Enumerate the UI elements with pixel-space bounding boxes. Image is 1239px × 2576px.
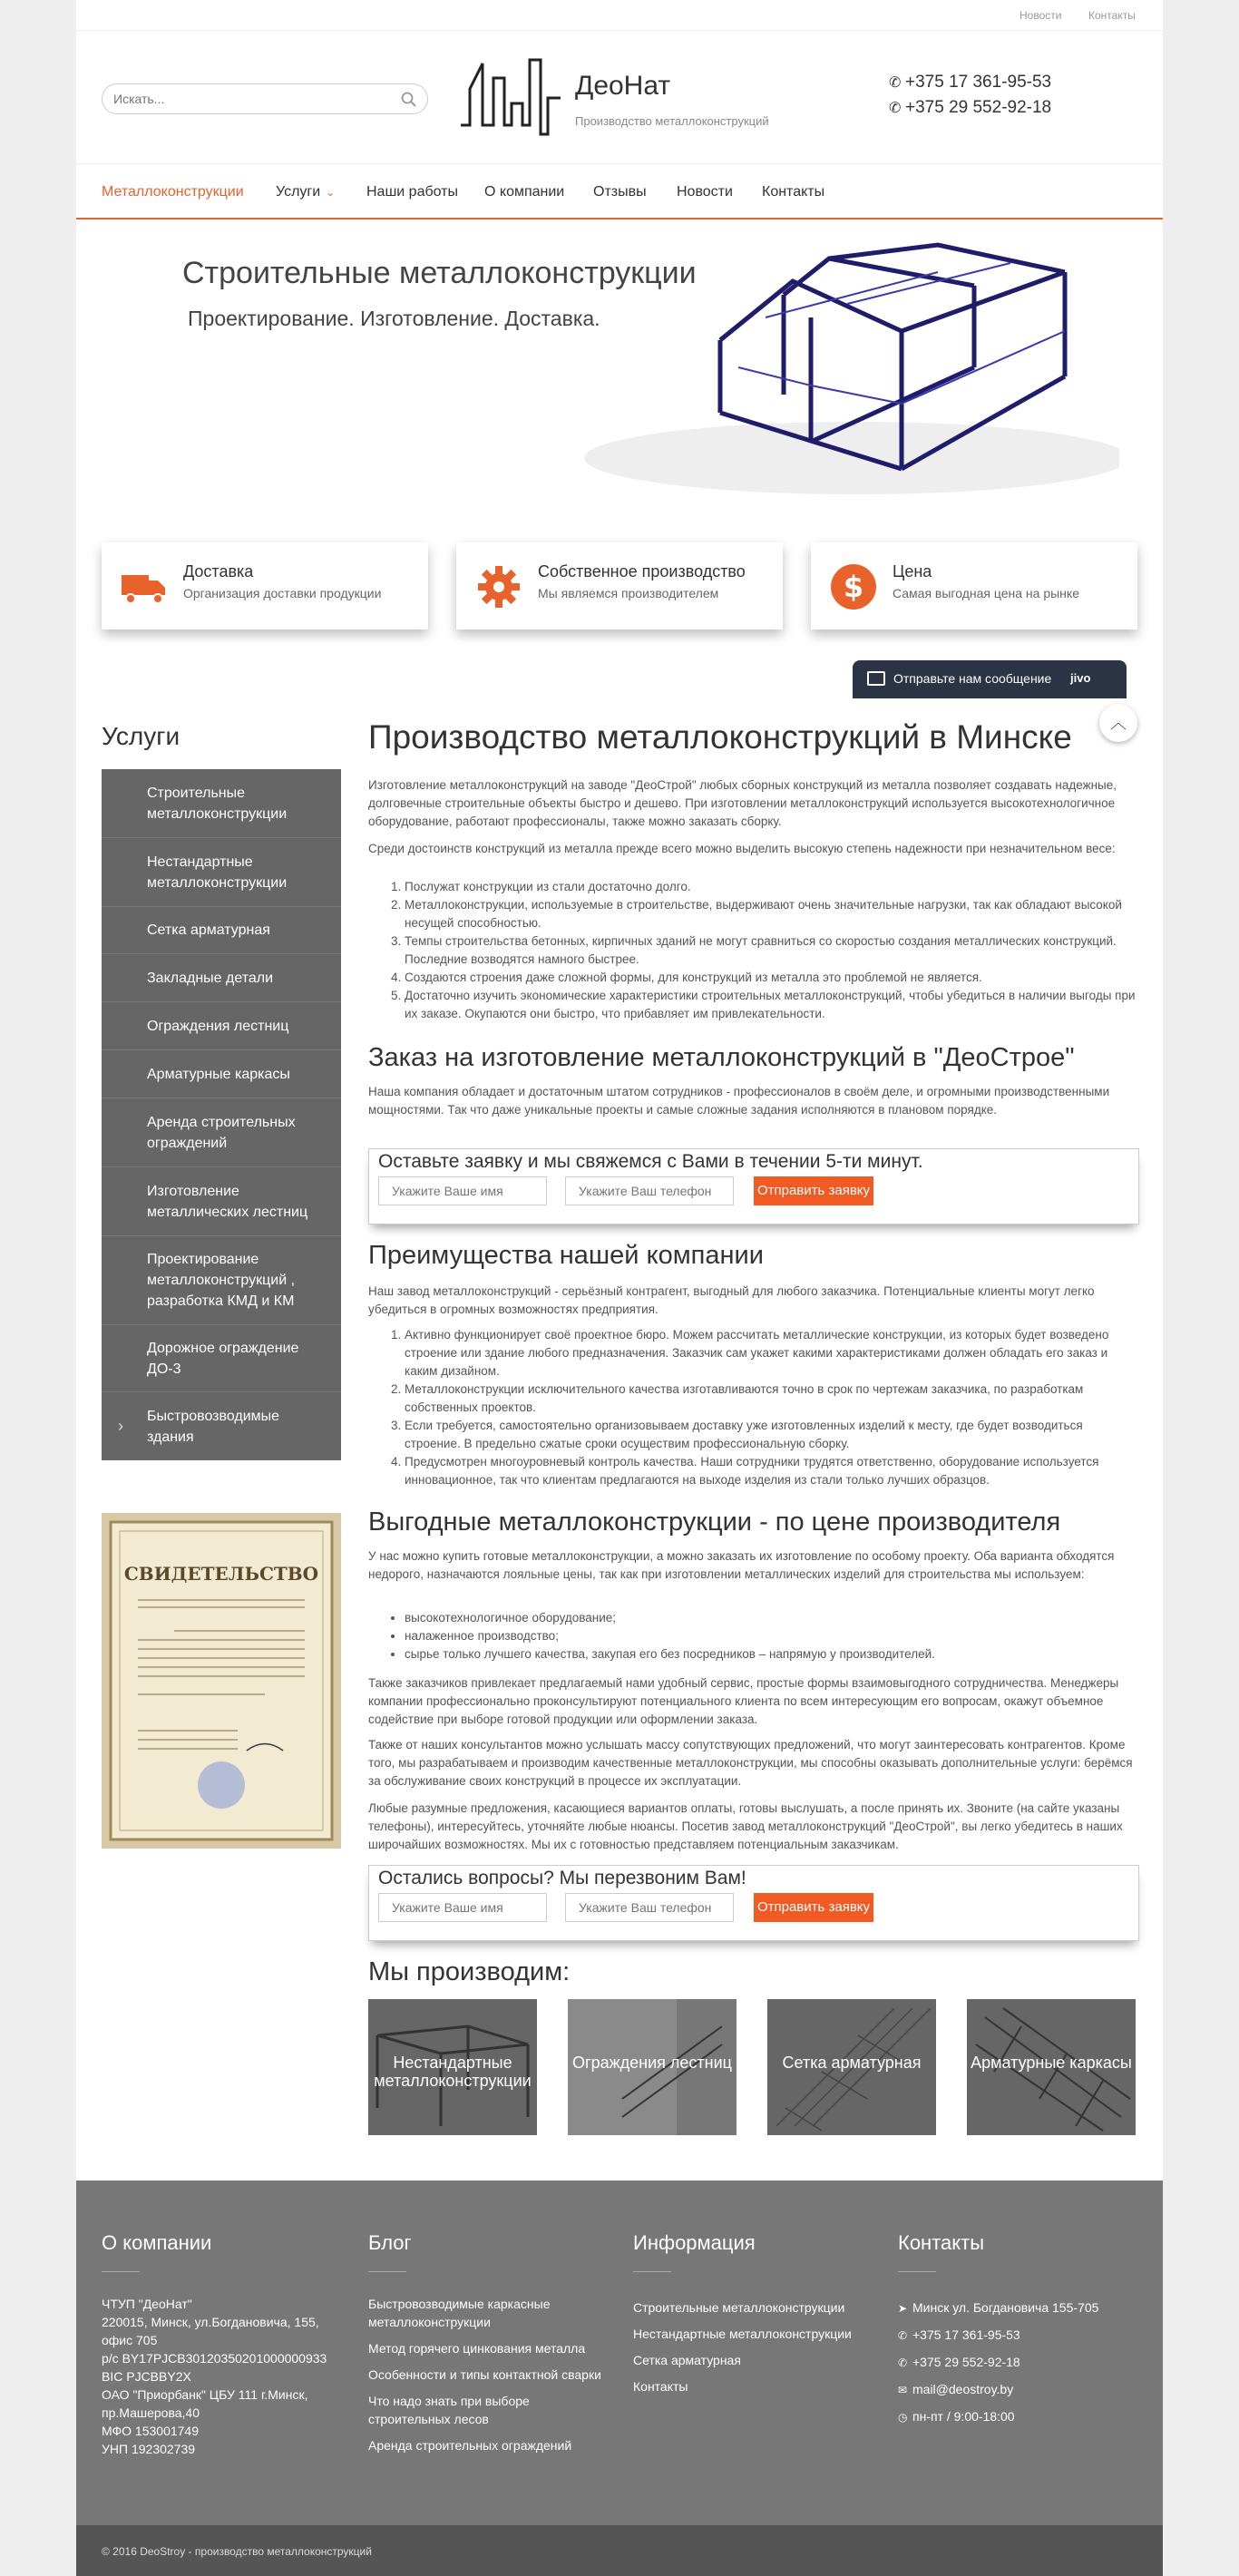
phone-1[interactable]: ✆ +375 17 361-95-53 (889, 73, 1052, 92)
sidebar-item-prefab[interactable] (102, 1392, 341, 1460)
feature-desc: Мы являемся производителем (538, 586, 719, 600)
section-title-order: Заказ на изготовление металлоконструкций в "ДеоСтрое" (368, 1043, 1075, 1072)
page (76, 0, 1163, 2576)
copyright-text: © 2016 DeoStroy - производство металлоконструкций (102, 2545, 372, 2558)
footer-divider (368, 2271, 406, 2272)
footer-title-about: О компании (102, 2231, 212, 2254)
footer-contact-address: ➤ Минск ул. Богдановича 155-705 (898, 2295, 1143, 2322)
list-item: 2. Металлоконструкции, используемые в строительстве, выдерживают очень значительные нагрузки, так как обладают высокой несущей способностью. (405, 896, 1139, 932)
consult-paragraph: Также от наших консультантов можно услышать массу сопутствующих предложений, что могут заинтересовать контрагентов. Кроме того, мы разрабатываем и производим качественные металлоконструкции, мы способны оказывать дополнительные услуги: берёмся за обслуживание своих конструкций в процессе их эксплуатации. (368, 1738, 1133, 1788)
list-item: • высокотехнологичное оборудование; (405, 1609, 1139, 1627)
footer-about-line: УНП 192302739 (102, 2442, 196, 2456)
section-title-prices: Выгодные металлоконструкции - по цене производителя (368, 1508, 1061, 1537)
search-box (102, 83, 428, 114)
nav-item-metal[interactable]: Металлоконструкции (102, 184, 244, 200)
feature-title: Цена (893, 562, 932, 581)
nav-item-contacts[interactable]: Контакты (762, 184, 825, 200)
order-paragraph: Наша компания обладает и достаточным штатом сотрудников - профессионалов в своём деле, и огромными производственными мощностями. Так что даже уникальные проекты и самые сложные задания исполняются в плановом порядке. (368, 1085, 1110, 1117)
product-label: Сетка арматурная (782, 2054, 922, 2072)
intro-paragraph-2: Среди достоинств конструкций из металла прежде всего можно выделить высокую степень надежности при незначительном весе: (368, 842, 1116, 855)
feature-desc: Самая выгодная цена на рынке (893, 586, 1079, 600)
sidebar-item-cages[interactable] (102, 1050, 341, 1098)
list-item: 3. Темпы строительства бетонных, кирпичных зданий не могут сравниться со скоростью создания металлических конструкций. Последние возводятся намного быстрее. (405, 932, 1139, 969)
mail-icon: ✉ (898, 2384, 908, 2396)
footer (76, 2181, 1163, 2525)
footer-info-link[interactable]: Сетка арматурная (633, 2353, 741, 2367)
footer-about-line: р/с BY17PJCB30120350201000000933 (102, 2351, 327, 2366)
footer-blog-link[interactable]: Аренда строительных ограждений (368, 2438, 572, 2453)
footer-divider (102, 2271, 140, 2272)
phone-icon: ✆ (898, 2329, 908, 2342)
product-card-nonstandard[interactable] (368, 1999, 537, 2135)
name-input[interactable] (378, 1176, 547, 1205)
submit-button[interactable]: Отправить заявку (754, 1893, 873, 1922)
sidebar-item-label: Нестандартные металлоконструкции (147, 854, 288, 891)
section-title-products: Мы производим: (368, 1957, 571, 1986)
feature-desc: Организация доставки продукции (183, 586, 382, 600)
hero-title: Строительные металлоконструкции (182, 256, 697, 290)
sidebar-item-label: Проектирование металлоконструкций , разработка КМД и КМ (147, 1252, 296, 1309)
footer-blog (368, 2295, 606, 2463)
callback-form (368, 1148, 1139, 1225)
footer-contacts (898, 2295, 1143, 2431)
nav-item-services-label: Услуги (276, 184, 321, 200)
footer-contact-hours: ◷ пн-пт / 9:00-18:00 (898, 2404, 1143, 2431)
footer-info-link[interactable]: Контакты (633, 2379, 688, 2394)
footer-title-contacts: Контакты (898, 2231, 985, 2254)
top-link-news[interactable]: Новости (1019, 9, 1062, 22)
clock-icon: ◷ (898, 2411, 908, 2424)
name-input[interactable] (378, 1893, 547, 1922)
scroll-up-button[interactable] (1099, 704, 1137, 742)
sidebar-item-design[interactable] (102, 1236, 341, 1325)
list-item: • налаженное производство; (405, 1627, 1139, 1645)
sidebar-item-embedded[interactable] (102, 954, 341, 1002)
footer-title-blog: Блог (368, 2231, 412, 2254)
footer-blog-link[interactable]: Что надо знать при выборе строительных лесов (368, 2394, 530, 2426)
brand-name[interactable]: ДеоНат (575, 71, 671, 101)
sidebar-item-label: Дорожное ограждение ДО-3 (147, 1340, 299, 1377)
footer-contact-phone-2[interactable]: ✆ +375 29 552-92-18 (898, 2349, 1143, 2376)
sidebar-item-label: Строительные металлоконструкции (147, 785, 288, 822)
nav-item-works[interactable]: Наши работы (366, 184, 459, 200)
dollar-icon (829, 562, 878, 611)
footer-contact-phone-1[interactable]: ✆ +375 17 361-95-53 (898, 2322, 1143, 2349)
sidebar-item-mesh[interactable] (102, 907, 341, 954)
submit-button[interactable]: Отправить заявку (754, 1176, 873, 1205)
footer-about-line: ОАО "Приорбанк" ЦБУ 111 г.Минск, пр.Машерова,40 (102, 2387, 308, 2420)
chat-widget-label: Отправьте нам сообщение (893, 671, 1052, 686)
benefits-paragraph: Наш завод металлоконструкций - серьёзный контрагент, выгодный для любого заказчика. Потенциальные клиенты могут легко убедиться в огромных возможностях предприятия. (368, 1284, 1095, 1316)
phone-icon: ✆ (898, 2356, 908, 2369)
chat-widget[interactable] (853, 660, 1127, 698)
footer-divider (633, 2271, 671, 2272)
sidebar-item-stairs[interactable] (102, 1167, 341, 1236)
sidebar-item-railings[interactable] (102, 1002, 341, 1050)
callback-form-2 (368, 1865, 1139, 1941)
footer-blog-link[interactable]: Быстровозводимые каркасные металлоконструкции (368, 2297, 551, 2329)
list-item: 2. Металлоконструкции исключительного качества изготавливаются точно в срок по чертежам заказчика, по разработкам собственных проектов. (405, 1381, 1139, 1417)
footer-divider (898, 2271, 936, 2272)
footer-contact-email[interactable]: ✉ mail@deostroy.by (898, 2376, 1143, 2404)
offers-paragraph: Любые разумные предложения, касающиеся вариантов оплаты, готовы выслушать, а после принять их. Звоните (на сайте указаны телефоны), интересуйтесь, уточняйте любые нюансы. Посетив завод металлоконструкций "ДеоСтрой", вы легко убедитесь в наших широчайших возможностях. Мы их с готовностью представляем потенциальным заказчикам. (368, 1801, 1123, 1851)
search-icon[interactable] (400, 91, 418, 109)
nav-item-services[interactable] (276, 184, 335, 200)
nav-item-news[interactable]: Новости (677, 184, 733, 200)
list-item: 1. Послужат конструкции из стали достаточно долго. (405, 878, 1139, 896)
sidebar-item-metal[interactable] (102, 769, 341, 838)
sidebar-item-label: Закладные детали (147, 970, 274, 986)
feature-card-delivery[interactable] (102, 542, 428, 629)
product-card-railings[interactable] (568, 1999, 737, 2135)
product-card-cages[interactable] (967, 1999, 1136, 2135)
hero-subtitle: Проектирование. Изготовление. Доставка. (188, 307, 600, 330)
list-item: • сырье только лучшего качества, закупая его без посредников – напрямую у производителей. (405, 1645, 1139, 1664)
prices-paragraph: У нас можно купить готовые металлоконструкции, а можно заказать их изготовление по особому проекту. Оба варианта обходятся недорого, назначаются лояльные цены, так как при изготовлении металлических изделий для строительства мы используем: (368, 1549, 1115, 1581)
sidebar-item-label: Аренда строительных ограждений (147, 1114, 296, 1151)
chevron-down-icon: ⌄ (326, 186, 336, 199)
chevron-up-icon: ︿ (1110, 714, 1127, 732)
list-item: 5. Достаточно изучить экономические характеристики строительных металлоконструкций, чтобы убедиться в наличии выгоды при их заказе. Окупаются они быстро, что прибавляет им привлекательности. (405, 987, 1139, 1023)
certificate-title: СВИДЕТЕЛЬСТВО (123, 1563, 319, 1585)
sidebar-item-label: Быстровозводимые здания (147, 1408, 280, 1445)
section-title-benefits: Преимущества нашей компании (368, 1241, 764, 1270)
phone-icon: ✆ (889, 101, 902, 116)
benefits-list (368, 1326, 1139, 1489)
sidebar-item-label: Сетка арматурная (147, 922, 270, 938)
feature-card-price[interactable] (811, 542, 1137, 629)
prices-list (368, 1609, 1139, 1664)
footer-about-line: МФО 153001749 (102, 2424, 200, 2438)
footer-title-info: Информация (633, 2231, 756, 2254)
sidebar-item-rent[interactable] (102, 1098, 341, 1167)
footer-about-line: 220015, Минск, ул.Богдановича, 155, офис 705 (102, 2315, 319, 2347)
sidebar-item-nonstandard[interactable] (102, 838, 341, 907)
nav-item-reviews[interactable]: Отзывы (593, 184, 647, 200)
sidebar-title: Услуги (102, 722, 180, 750)
top-link-contacts[interactable]: Контакты (1088, 9, 1136, 22)
list-item: 3. Если требуется, самостоятельно организовываем доставку уже изготовленных изделий к месту, где будет возводиться строение. В предельно сжатые сроки осуществим профессиональную сборку. (405, 1417, 1139, 1453)
chat-widget-logo: jivo (1070, 671, 1091, 685)
list-item: 1. Активно функционирует своё проектное бюро. Можем рассчитать металлические конструкции, из которых будет возведено строение или здание любого предназначения. Заказчик сам укажет какими характеристиками должен обладать его заказ и каким дизайном. (405, 1326, 1139, 1381)
feature-title: Доставка (183, 562, 254, 581)
feature-card-production[interactable] (456, 542, 783, 629)
form-title: Оставьте заявку и мы свяжемся с Вами в течении 5-ти минут. (378, 1151, 923, 1172)
feature-title: Собственное производство (538, 562, 746, 581)
phone-input[interactable] (565, 1176, 734, 1205)
nav-item-about[interactable]: О компании (484, 184, 565, 200)
copyright-bar (76, 2525, 1163, 2576)
intro-paragraph: Изготовление металлоконструкций на заводе "ДеоСтрой" любых сборных конструкций из металла позволяет создавать надежные, долговечные строительные объекты быстро и дешево. При изготовлении металлоконструкций используется высокотехнологичное оборудование, работают профессионалы, также можно заказать сборку. (368, 778, 1117, 828)
envelope-icon (867, 671, 885, 686)
footer-about-line: ЧТУП "ДеоНат" (102, 2297, 192, 2311)
list-item: 4. Создаются строения даже сложной формы, для конструкций из металла это проблемой не является. (405, 969, 1139, 987)
product-card-mesh[interactable] (767, 1999, 936, 2135)
service-paragraph: Также заказчиков привлекает предлагаемый нами удобный сервис, простые формы взаимовыгодного сотрудничества. Менеджеры компании профессионально проконсультируют потенциального клиента по всем интересующим его вопросам, окажут объемное содействие при выборе готовой продукции или оформлении заказа. (368, 1676, 1119, 1726)
truck-icon (120, 562, 169, 611)
phone-2[interactable]: ✆ +375 29 552-92-18 (889, 98, 1052, 117)
footer-about-line: BIC PJCBBY2X (102, 2369, 191, 2384)
gear-icon (474, 562, 523, 611)
sidebar-item-label: Изготовление металлических лестниц (147, 1183, 308, 1220)
product-label: Ограждения лестниц (572, 2054, 732, 2072)
hero-frame-image (557, 231, 1119, 503)
svg-text:$: $ (843, 570, 864, 604)
product-label: Нестандартные металлоконструкции (374, 2054, 532, 2090)
page-title: Производство металлоконструкций в Минске (368, 718, 1072, 756)
list-item: 4. Предусмотрен многоуровневый контроль качества. Наши сотрудники трудятся ответственно, оборудование используется инновационное, так что клиентам предлагаются на выходе изделия из стали только лучших образцов. (405, 1453, 1139, 1489)
sidebar-item-road[interactable] (102, 1325, 341, 1392)
main-nav (76, 163, 1163, 220)
phone-input[interactable] (565, 1893, 734, 1922)
logo-icon[interactable] (457, 53, 566, 143)
form-title: Остались вопросы? Мы перезвоним Вам! (378, 1868, 746, 1888)
footer-info-link[interactable]: Строительные металлоконструкции (633, 2300, 845, 2315)
footer-info-link[interactable]: Нестандартные металлоконструкции (633, 2327, 852, 2341)
chevron-right-icon: › (118, 1417, 123, 1435)
advantages-list (368, 878, 1139, 1023)
footer-blog-link[interactable]: Метод горячего цинкования металла (368, 2341, 586, 2356)
sidebar-item-label: Ограждения лестниц (147, 1018, 289, 1034)
sidebar-menu (102, 769, 341, 1460)
product-label: Арматурные каркасы (971, 2054, 1132, 2072)
search-input[interactable] (113, 90, 385, 108)
brand-tagline: Производство металлоконструкций (575, 114, 769, 128)
footer-about (102, 2295, 339, 2458)
phone-icon: ✆ (889, 75, 902, 91)
footer-blog-link[interactable]: Особенности и типы контактной сварки (368, 2367, 601, 2382)
certificate-image[interactable] (102, 1513, 341, 1849)
top-bar (76, 0, 1163, 31)
footer-info (633, 2295, 871, 2400)
sidebar-item-label: Арматурные каркасы (147, 1066, 290, 1082)
location-icon: ➤ (898, 2302, 908, 2315)
